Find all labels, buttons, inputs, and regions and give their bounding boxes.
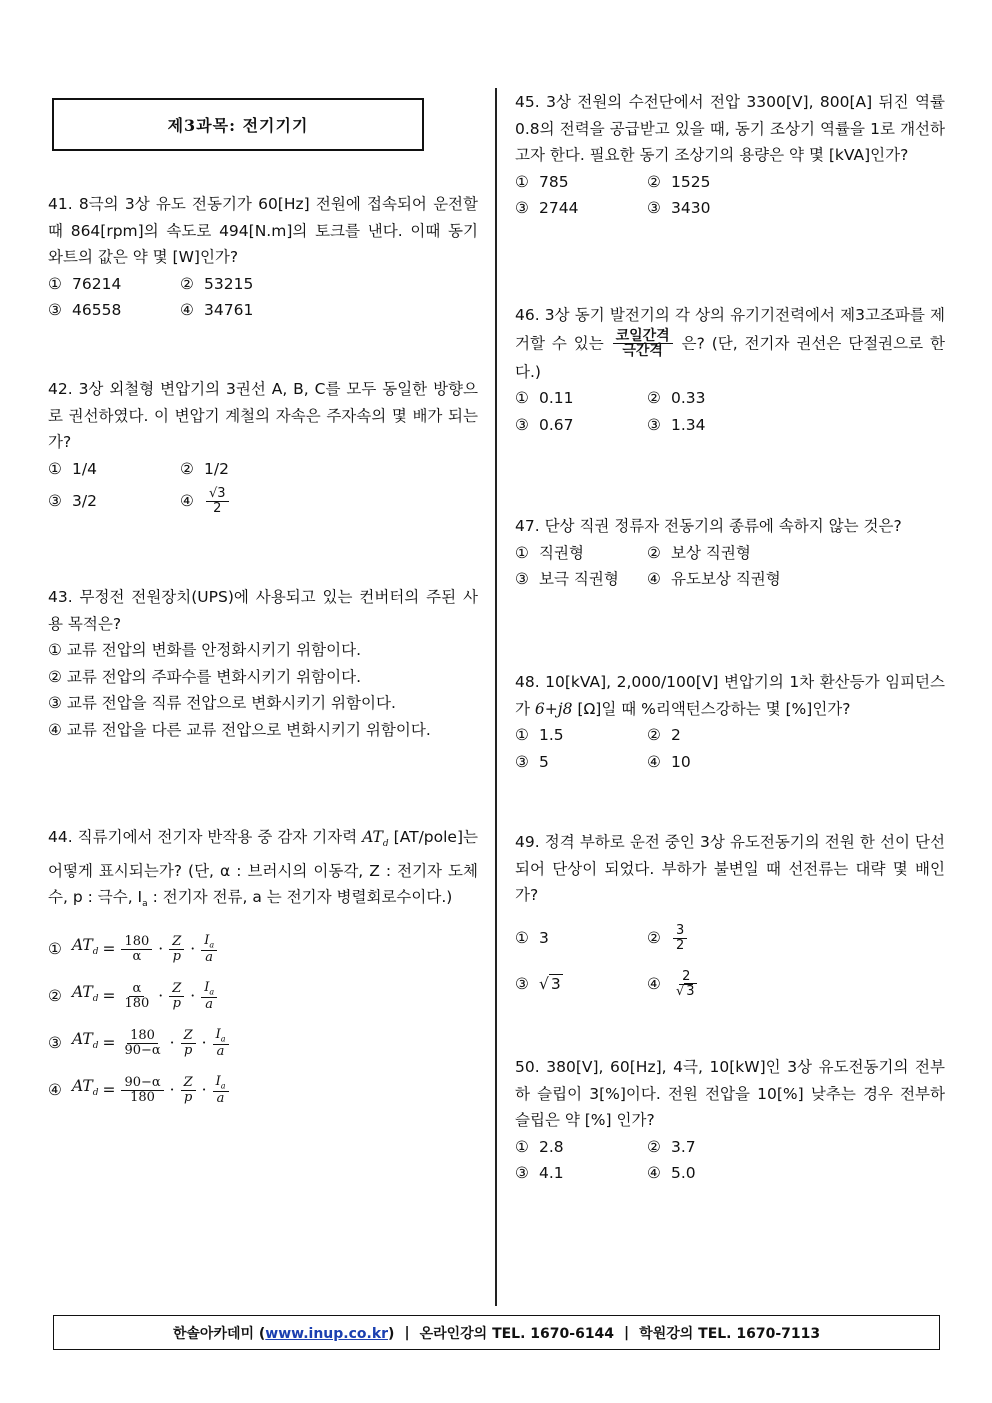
option-4[interactable]: ④ $\frac{√3}{2}$	[180, 482, 478, 520]
option-4[interactable]: ④ 5.0	[647, 1164, 696, 1182]
formula: $AT_d$ = $\frac{90-\alpha}{180}$ · $\frac{Z}{p}$ · $\frac{I_a}{a}$	[72, 1073, 231, 1107]
question-stem: 48. 10[kVA], 2,000/100[V] 변압기의 1차 환산등가 임피던스가 6+j8 [Ω]일 때 %리액턴스강하는 몇 [%]인가?	[515, 673, 945, 718]
option-2[interactable]: ② 보상 직권형	[647, 543, 751, 562]
option-1[interactable]: ① 785	[515, 172, 569, 191]
question-44	[48, 824, 478, 1114]
question-46	[515, 302, 945, 438]
question-stem: 43. 무정전 전원장치(UPS)에 사용되고 있는 컨버터의 주된 사용 목적은?	[48, 588, 478, 633]
question-stem: 42. 3상 외철형 변압기의 3권선 A, B, C를 모두 동일한 방향으로 권선하였다. 이 변압기 계철의 자속은 주자속의 몇 배가 되는가?	[48, 380, 478, 451]
option-4[interactable]: ④ 10	[647, 752, 691, 771]
option-2[interactable]: ② 교류 전압의 주파수를 변화시키기 위함이다.	[48, 667, 361, 686]
option-1[interactable]: ① 직권형	[515, 543, 584, 562]
option-3[interactable]: ③ 0.67	[515, 415, 574, 434]
option-1[interactable]: ① 1.5	[515, 726, 564, 744]
question-stem: 49. 정격 부하로 운전 중인 3상 유도전동기의 전원 한 선이 단선되어 단상이 되었다. 부하가 불변일 때 선전류는 대략 몇 배인가?	[515, 833, 945, 904]
coil-pitch-fraction: $\frac{\text{코일간격}}{\text{극간격}}$	[613, 329, 673, 359]
question-stem: 41. 8극의 3상 유도 전동기가 60[Hz] 전원에 접속되어 운전할 때 864[rpm]의 속도로 494[N.m]의 토크를 낸다. 이때 동기 와트의 값은 약 몇 [W]인가?	[48, 195, 478, 266]
options	[515, 917, 945, 1009]
option-3[interactable]: ③ 4.1	[515, 1164, 564, 1182]
option-1[interactable]: ① 2.8	[515, 1137, 564, 1156]
website-link[interactable]: www.inup.co.kr	[265, 1325, 389, 1342]
footer-separator: |	[624, 1324, 630, 1341]
question-stem: 45. 3상 전원의 수전단에서 전압 3300[V], 800[A] 뒤진 역률 0.8의 전력을 공급받고 있을 때, 동기 조상기 역률을 1로 개선하고자 한다. 필요한 동기 조상기의 용량은 약 몇 [kVA]인가?	[515, 93, 945, 164]
option-3[interactable]: ③ $AT_d$ = $\frac{180}{90-\alpha}$ · $\frac{Z}{p}$ · $\frac{I_a}{a}$	[48, 1020, 478, 1067]
question-stem: 47. 단상 직권 정류자 전동기의 종류에 속하지 않는 것은?	[515, 517, 902, 535]
option-3[interactable]: ③ 46558	[48, 301, 122, 319]
formula: $AT_d$ = $\frac{180}{90-\alpha}$ · $\frac{Z}{p}$ · $\frac{I_a}{a}$	[72, 1026, 231, 1060]
question-43	[48, 584, 478, 743]
question-48	[515, 669, 945, 775]
question-stem: 46. 3상 동기 발전기의 각 상의 유기기전력에서 제3고조파를 제거할 수 있는 $\frac{\text{코일간격}}{\text{극간격}}$ 은? (단, 전기자 권선은 단절권으로 한다.)	[515, 306, 945, 381]
options	[515, 722, 945, 775]
question-stem: 44. 직류기에서 전기자 반작용 중 감자 기자력 $AT_d$ [AT/pole]는 어떻게 표시되는가? (단, α : 브러시의 이동각, Z : 전기자 도체수, p : 극수, $I_a$ : 전기자 전류, a 는 전기자 병렬회로수이다.)	[48, 828, 478, 910]
question-50	[515, 1054, 945, 1187]
option-1[interactable]: ① $AT_d$ = $\frac{180}{\alpha}$ · $\frac{Z}{p}$ · $\frac{I_a}{a}$	[48, 926, 478, 973]
option-1[interactable]: ① 교류 전압의 변화를 안정화시키기 위함이다.	[48, 641, 361, 659]
option-4[interactable]: ④ $AT_d$ = $\frac{90-\alpha}{180}$ · $\frac{Z}{p}$ · $\frac{I_a}{a}$	[48, 1067, 478, 1114]
symbol-atd: $AT_d$	[362, 828, 389, 850]
option-2[interactable]: ② 0.33	[647, 389, 706, 408]
options	[48, 637, 478, 743]
option-2[interactable]: ② 53215	[180, 274, 254, 293]
question-49	[515, 829, 945, 1009]
option-3[interactable]: ③ 교류 전압을 직류 전압으로 변화시키기 위함이다.	[48, 694, 396, 712]
option-4[interactable]: ④ 교류 전압을 다른 교류 전압으로 변화시키기 위함이다.	[48, 720, 431, 739]
column-divider	[495, 88, 497, 1306]
option-1[interactable]: ① 0.11	[515, 389, 574, 408]
option-3[interactable]: ③ 보극 직권형	[515, 570, 619, 588]
option-3[interactable]: ③ 5	[515, 752, 549, 771]
section-title: 제3과목: 전기기기	[52, 98, 424, 151]
option-2[interactable]: ② 3.7	[647, 1137, 696, 1156]
option-3[interactable]: ③ 2744	[515, 199, 579, 217]
options	[48, 926, 478, 1114]
option-2[interactable]: ② $\frac{3}{2}$	[647, 917, 945, 961]
option-4[interactable]: ④ 34761	[180, 301, 254, 319]
option-1[interactable]: ① 3	[515, 929, 549, 948]
footer-offline-phone: 학원강의 TEL. 1670-7113	[639, 1325, 821, 1342]
options	[515, 385, 945, 438]
sqrt-expression: √ 3	[539, 975, 561, 994]
option-1[interactable]: ① 76214	[48, 274, 122, 293]
formula: $AT_d$ = $\frac{\alpha}{180}$ · $\frac{Z}{p}$ · $\frac{I_a}{a}$	[72, 979, 219, 1013]
footer-academy: 한솔아카데미 (www.inup.co.kr)	[172, 1325, 395, 1342]
question-42	[48, 376, 478, 520]
footer-separator: |	[404, 1324, 410, 1341]
options	[515, 540, 945, 593]
question-41	[48, 191, 478, 324]
options	[48, 271, 478, 324]
option-2[interactable]: ② $AT_d$ = $\frac{\alpha}{180}$ · $\frac{Z}{p}$ · $\frac{I_a}{a}$	[48, 973, 478, 1020]
footer	[53, 1315, 940, 1350]
question-45	[515, 89, 945, 222]
option-3[interactable]: ③ 3/2	[48, 491, 97, 510]
question-stem: 50. 380[V], 60[Hz], 4극, 10[kW]인 3상 유도전동기의 전부하 슬립이 3[%]이다. 전원 전압을 10[%] 낮추는 경우 전부하 슬립은 약 [%] 인가?	[515, 1058, 945, 1129]
option-4[interactable]: ④ $\frac{2}{√ 3}$	[647, 961, 945, 1009]
option-2[interactable]: ② 1/2	[180, 459, 229, 478]
option-2[interactable]: ② 2	[647, 726, 681, 744]
fraction: $\frac{3}{2}$	[673, 924, 687, 952]
formula: $AT_d$ = $\frac{180}{\alpha}$ · $\frac{Z}{p}$ · $\frac{I_a}{a}$	[72, 932, 219, 966]
footer-online-phone: 온라인강의 TEL. 1670-6144	[419, 1325, 615, 1342]
option-4[interactable]: ③ 3430	[647, 199, 711, 217]
option-4[interactable]: ④ 유도보상 직권형	[647, 570, 781, 588]
option-4[interactable]: ③ 1.34	[647, 415, 706, 434]
question-47	[515, 513, 945, 593]
option-2[interactable]: ② 1525	[647, 172, 711, 191]
option-3[interactable]: ③ √ 3	[515, 961, 647, 1009]
options	[515, 1134, 945, 1187]
fraction: $\frac{2}{√ 3}$	[676, 969, 695, 999]
fraction: $\frac{√3}{2}$	[206, 487, 229, 515]
impedance-value: 6+j8	[534, 699, 573, 718]
options	[48, 456, 478, 521]
option-1[interactable]: ① 1/4	[48, 459, 97, 478]
options	[515, 169, 945, 222]
